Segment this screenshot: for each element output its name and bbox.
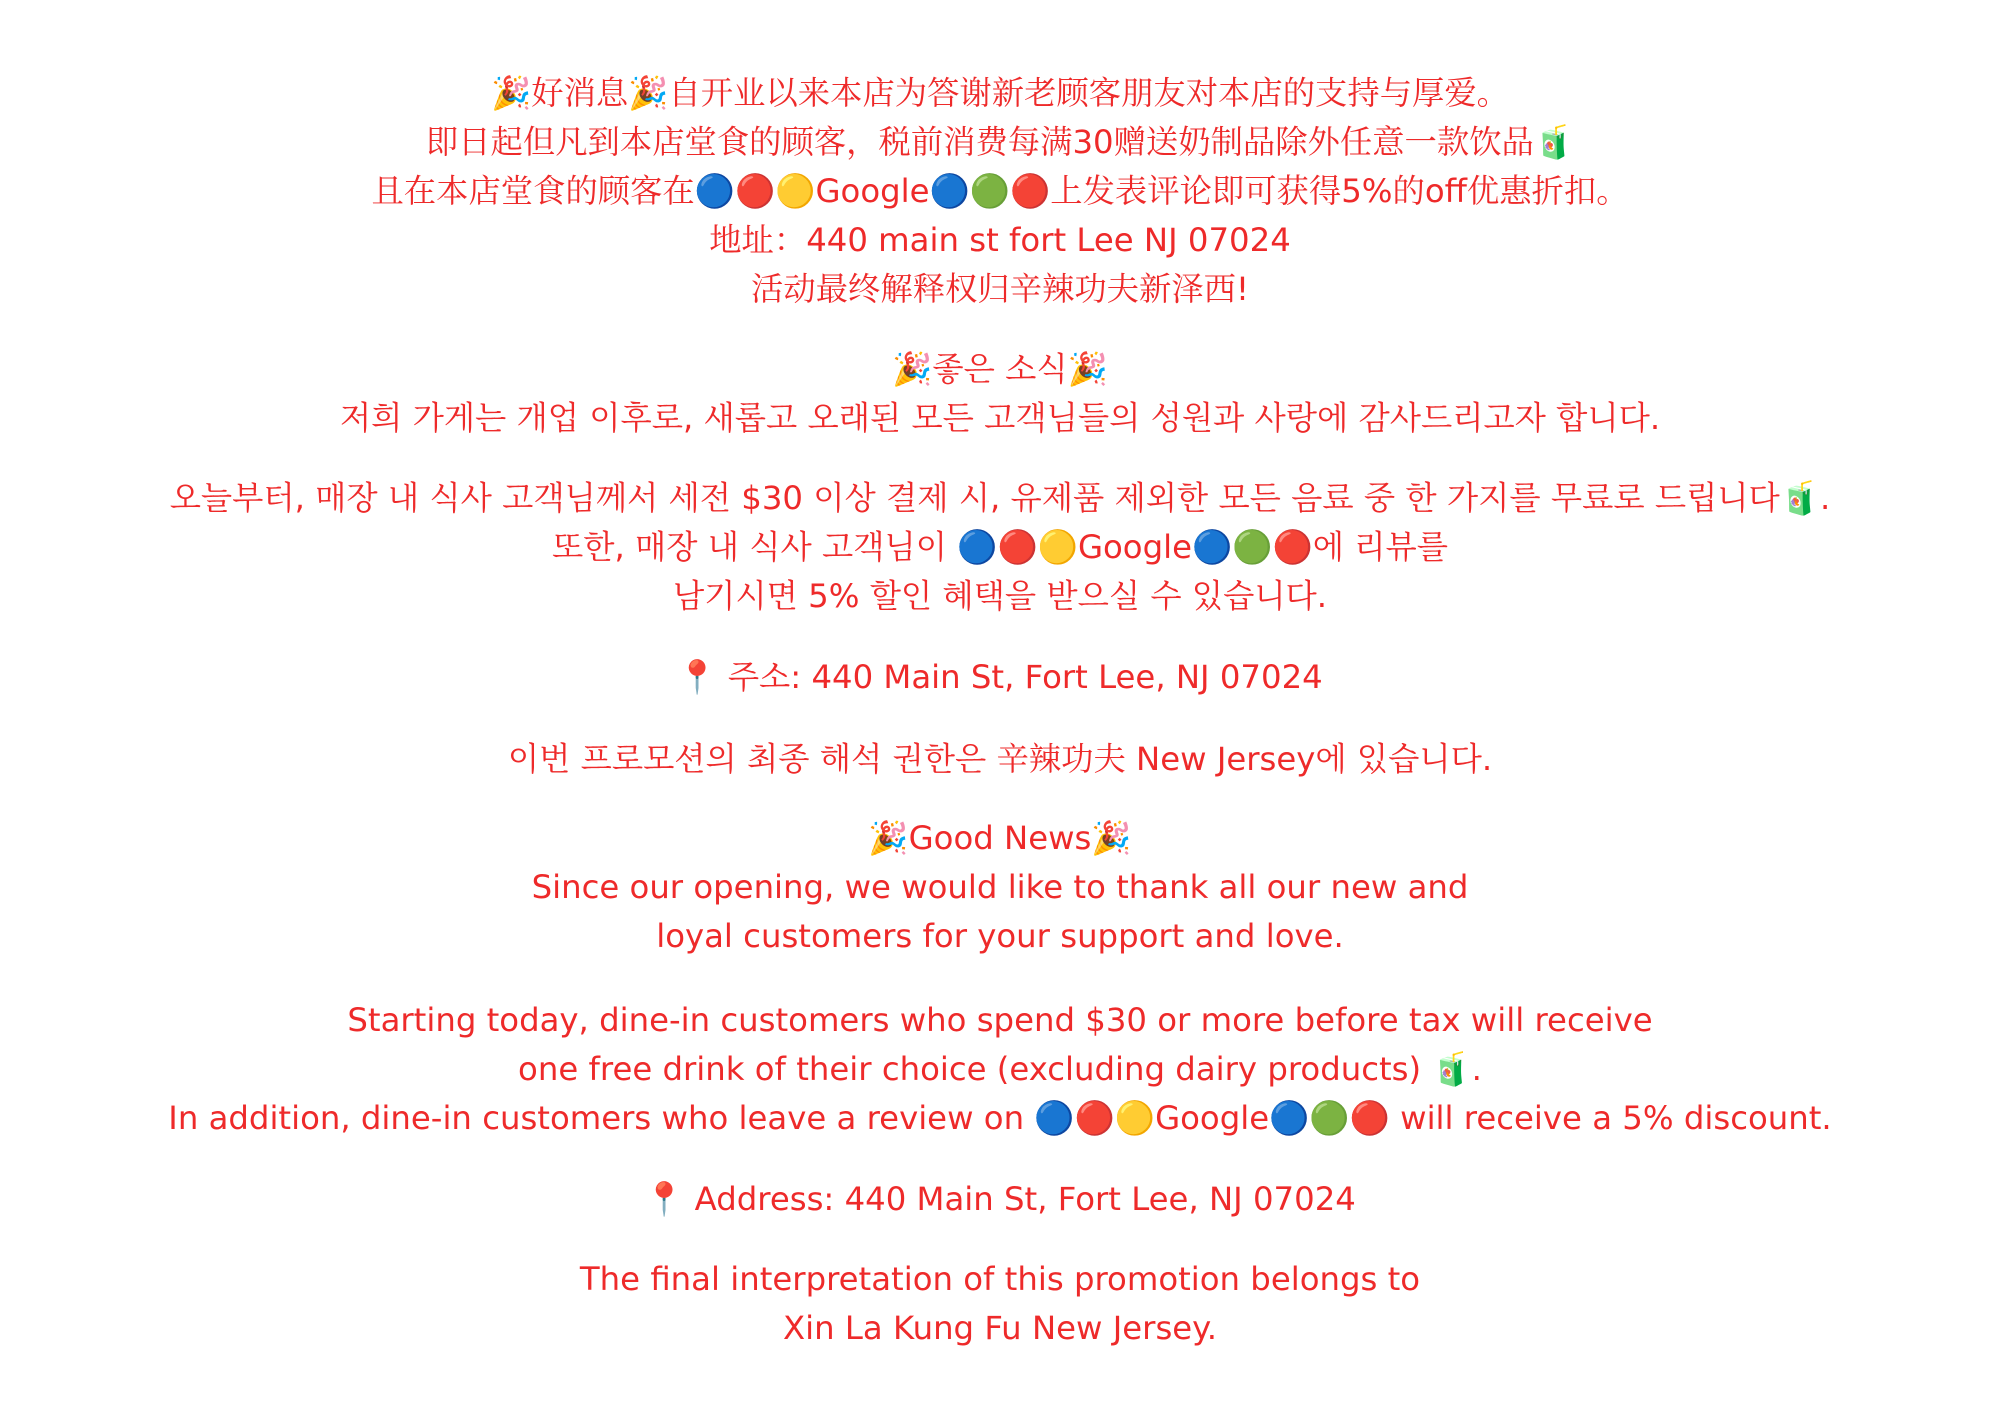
english-title-line: 🎉Good News🎉 [868,819,1132,857]
english-offer-section [0,996,2000,1143]
english-final-line-1: The final interpretation of this promotion belongs to [579,1260,1421,1298]
english-address-line: 📍 Address: 440 Main St, Fort Lee, NJ 07024 [644,1180,1356,1218]
chinese-final-line: 活动最终解释权归辛辣功夫新泽西! [751,270,1249,308]
english-thanks-line-2: loyal customers for your support and love. [656,917,1344,955]
english-offer-line-2: one free drink of their choice (excluding dairy products) 🧃. [518,1050,1482,1088]
english-address-section [0,1175,2000,1224]
korean-review-line-1: 또한, 매장 내 식사 고객님이 🔵🔴🟡Google🔵🟢🔴에 리뷰를 [552,528,1448,566]
korean-final-line: 이번 프로모션의 최종 해석 권한은 辛辣功夫 New Jersey에 있습니다. [507,740,1493,778]
chinese-review-line: 且在本店堂食的顾客在🔵🔴🟡Google🔵🟢🔴上发表评论即可获得5%的off优惠折扣。 [371,172,1629,210]
chinese-offer-line: 即日起但凡到本店堂食的顾客，税前消费每满30赠送奶制品除外任意一款饮品🧃 [425,123,1575,161]
korean-title-line: 🎉좋은 소식🎉 [892,350,1108,388]
english-offer-line-1: Starting today, dine-in customers who spend $30 or more before tax will receive [347,1001,1653,1039]
english-review-line: In addition, dine-in customers who leave a review on 🔵🔴🟡Google🔵🟢🔴 will receive a 5% discount. [168,1099,1832,1137]
korean-offer-section [0,474,2000,621]
korean-address-line: 📍 주소: 440 Main St, Fort Lee, NJ 07024 [677,658,1323,696]
korean-final-section [0,735,2000,784]
english-intro-section [0,814,2000,961]
chinese-title-line: 🎉好消息🎉自开业以来本店为答谢新老顾客朋友对本店的支持与厚爱。 [490,74,1510,112]
english-thanks-line-1: Since our opening, we would like to thank all our new and [531,868,1469,906]
korean-address-section [0,653,2000,702]
chinese-address-line: 地址：440 main st fort Lee NJ 07024 [709,221,1291,259]
korean-review-line-2: 남기시면 5% 할인 혜택을 받으실 수 있습니다. [672,577,1328,615]
korean-thanks-line: 저희 가게는 개업 이후로, 새롭고 오래된 모든 고객님들의 성원과 사랑에 감사드리고자 합니다. [339,399,1661,437]
korean-offer-line: 오늘부터, 매장 내 식사 고객님께서 세전 $30 이상 결제 시, 유제품 제외한 모든 음료 중 한 가지를 무료로 드립니다🧃. [169,479,1831,517]
korean-intro-section [0,345,2000,443]
english-final-line-2: Xin La Kung Fu New Jersey. [783,1309,1217,1347]
chinese-section [0,69,2000,314]
english-final-section [0,1255,2000,1353]
